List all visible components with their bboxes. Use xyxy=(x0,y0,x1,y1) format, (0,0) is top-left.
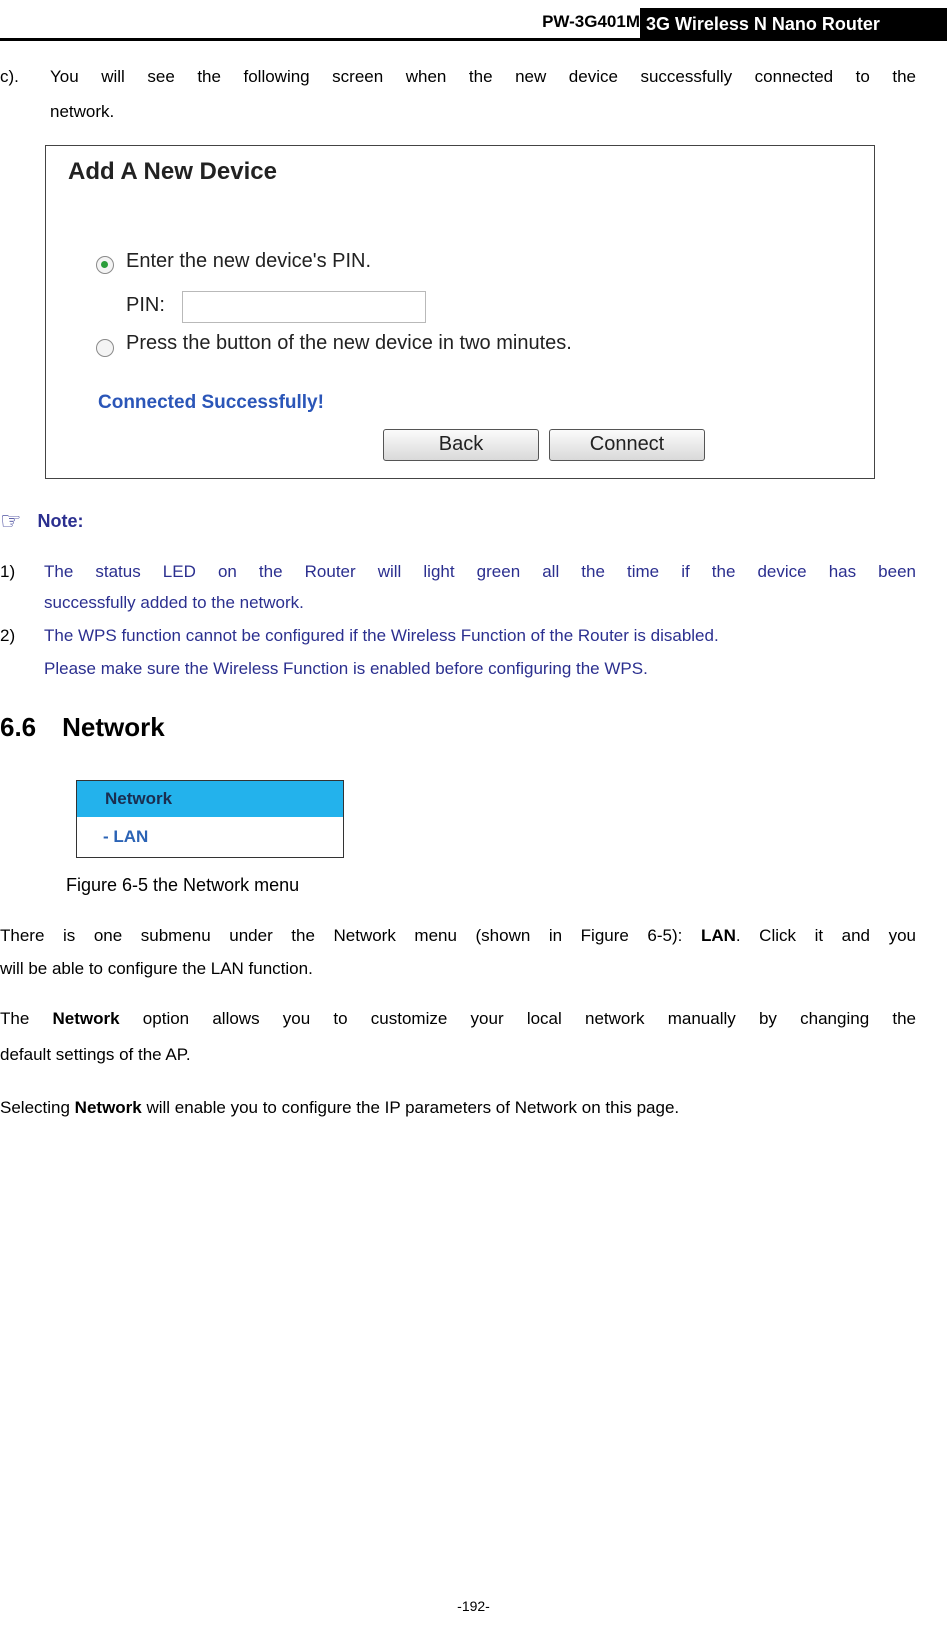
pin-input[interactable] xyxy=(182,291,426,323)
section-title: Network xyxy=(62,712,165,742)
connect-button[interactable]: Connect xyxy=(549,429,705,461)
network-menu-figure xyxy=(76,780,344,858)
step-c-line1: You will see the following screen when the new device successfully connected to the xyxy=(50,67,916,86)
paragraph-2-line2: default settings of the AP. xyxy=(0,1045,191,1064)
paragraph-2-line1: The Network option allows you to customize your local network manually by changing the xyxy=(0,1009,916,1028)
paragraph-1-line2: will be able to configure the LAN function. xyxy=(0,959,313,978)
pin-option-label: Enter the new device's PIN. xyxy=(126,250,372,272)
paragraph-3: Selecting Network will enable you to configure the IP parameters of Network on this page. xyxy=(0,1098,680,1117)
pin-radio[interactable] xyxy=(96,256,114,274)
menu-item-network[interactable] xyxy=(77,781,343,817)
back-button[interactable]: Back xyxy=(383,429,539,461)
note-item-1-num: 1) xyxy=(0,562,16,581)
header-model: PW-3G401M xyxy=(542,12,640,31)
push-button-radio[interactable] xyxy=(96,339,114,357)
menu-network-label: Network xyxy=(105,789,173,808)
panel-title: Add A New Device xyxy=(68,158,277,185)
pointing-hand-icon: ☞ xyxy=(0,508,22,535)
step-marker: c). xyxy=(0,67,19,86)
note-item-1-line2: successfully added to the network. xyxy=(44,593,304,612)
note-item-1-line1: The status LED on the Router will light green all the time if the device has been xyxy=(44,562,916,581)
note-item-2-line2: Please make sure the Wireless Function is enabled before configuring the WPS. xyxy=(44,659,648,678)
header-rule xyxy=(0,38,947,41)
page-number: -192- xyxy=(457,1598,490,1614)
step-c-line2: network. xyxy=(50,102,115,121)
pin-label: PIN: xyxy=(126,294,165,316)
section-heading xyxy=(0,712,165,743)
menu-item-lan[interactable]: - LAN xyxy=(103,827,149,846)
section-number: 6.6 xyxy=(0,712,37,742)
paragraph-1-line1: There is one submenu under the Network menu (shown in Figure 6-5): LAN. Click it and you xyxy=(0,926,916,945)
note-item-2-num: 2) xyxy=(0,626,16,645)
note-heading xyxy=(0,507,84,536)
push-button-option-label: Press the button of the new device in two minutes. xyxy=(126,332,572,354)
note-label: Note: xyxy=(37,511,84,531)
status-message: Connected Successfully! xyxy=(98,392,324,413)
add-device-screenshot xyxy=(45,145,875,479)
figure-caption: Figure 6-5 the Network menu xyxy=(66,875,300,895)
header-title: 3G Wireless N Nano Router xyxy=(640,8,947,40)
note-item-2-line1: The WPS function cannot be configured if the Wireless Function of the Router is disabled. xyxy=(44,626,719,645)
